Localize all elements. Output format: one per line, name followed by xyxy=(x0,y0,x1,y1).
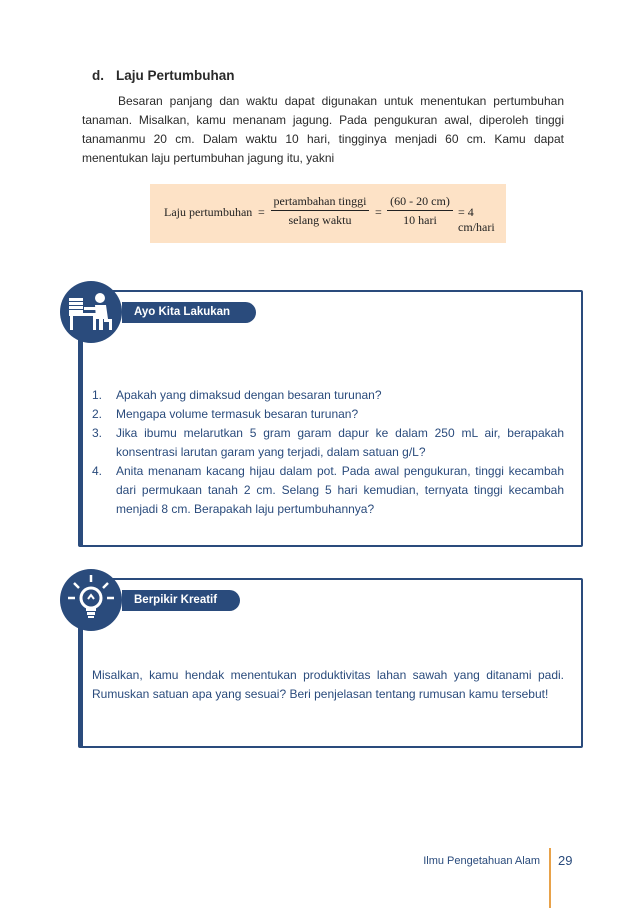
formula-result: = 4 cm/hari xyxy=(458,205,495,234)
footer-divider xyxy=(549,848,551,908)
list-item xyxy=(92,424,564,462)
fraction-numerator: (60 - 20 cm) xyxy=(387,194,453,211)
intro-paragraph: Besaran panjang dan waktu dapat digunakan untuk menentukan pertumbuhan tanaman. Misalkan, kamu menanam jagung. Pada pengukuran awal, diperoleh tinggi tanamanmu 20 cm. Dalam waktu 10 hari, tingginya menjadi 60 cm. Kamu dapat menentukan laju pertumbuhan jagung itu, yakni xyxy=(82,94,564,165)
fraction-denominator: 10 hari xyxy=(403,213,437,227)
activity-tag: Ayo Kita Lakukan xyxy=(122,302,256,323)
list-item xyxy=(92,405,564,424)
question-text: Apakah yang dimaksud dengan besaran turunan? xyxy=(116,388,382,402)
formula-equals: = xyxy=(375,205,382,219)
creative-tag: Berpikir Kreatif xyxy=(122,590,240,611)
list-item xyxy=(92,386,564,405)
page-number: 29 xyxy=(558,853,573,868)
question-number: 3. xyxy=(92,426,103,440)
question-list xyxy=(92,386,564,519)
creative-text: Misalkan, kamu hendak menentukan produktivitas lahan sawah yang ditanami padi. Rumuskan satuan apa yang sesuai? Beri penjelasan tentang rumusan kamu tersebut! xyxy=(92,668,564,701)
footer-book-title: Ilmu Pengetahuan Alam xyxy=(423,855,540,867)
question-text: Anita menanam kacang hijau dalam pot. Pada awal pengukuran, tinggi kecambah dari permukaan tanah 2 cm. Selang 5 hari kemudian, ternyata tinggi kecambah menjadi 8 cm. Berapakah laju pertumbuhannya? xyxy=(116,464,564,516)
list-item xyxy=(92,462,564,519)
fraction-denominator: selang waktu xyxy=(288,213,352,227)
formula-label: Laju pertumbuhan xyxy=(164,205,253,219)
formula-equals: = xyxy=(258,205,265,219)
section-title: Laju Pertumbuhan xyxy=(116,68,235,83)
question-number: 2. xyxy=(92,407,103,421)
lightbulb-icon xyxy=(60,569,122,631)
person-at-desk-icon xyxy=(60,281,122,343)
fraction-numerator: pertambahan tinggi xyxy=(271,194,369,211)
formula-fraction-definition xyxy=(271,194,369,228)
question-number: 4. xyxy=(92,464,103,478)
section-heading xyxy=(92,68,235,83)
question-text: Jika ibumu melarutkan 5 gram garam dapur ke dalam 250 mL air, berapakah konsentrasi larutan garam yang terjadi, dalam satuan g/L? xyxy=(116,426,564,459)
section-letter: d. xyxy=(92,68,104,83)
question-number: 1. xyxy=(92,388,103,402)
formula-fraction-values xyxy=(387,194,453,228)
formula-box xyxy=(150,184,506,243)
question-text: Mengapa volume termasuk besaran turunan? xyxy=(116,407,359,421)
